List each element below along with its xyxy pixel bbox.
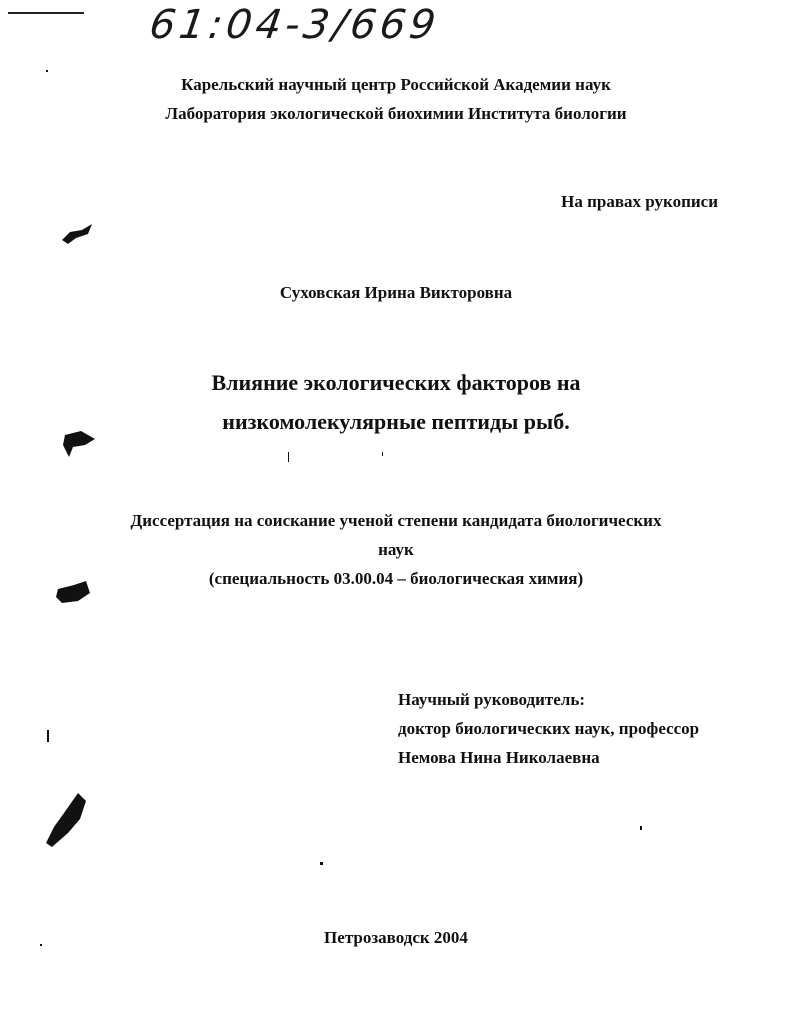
scan-speck [46,70,48,72]
ink-blot-2 [55,425,105,465]
scan-speck [288,452,289,462]
dissertation-line-1: Диссертация на соискание ученой степени кандидата биологических [130,511,662,530]
scan-speck [320,862,323,865]
supervisor-label: Научный руководитель: [398,690,585,709]
supervisor-name: Немова Нина Николаевна [398,748,600,767]
manuscript-note: На правах рукописи [561,192,718,211]
ink-blot-4 [38,785,98,855]
archive-number: 61:04-3/669 [146,2,443,48]
place-year: Петрозаводск 2004 [324,928,468,947]
scan-speck [382,452,383,456]
dissertation-line-3: (специальность 03.00.04 – биологическая химия) [208,569,584,588]
ink-blot-1 [40,210,100,250]
scan-speck [640,826,642,830]
stamp-line [8,0,84,14]
organization-line-1: Карельский научный центр Российской Академии наук [181,75,611,94]
ink-blot-3 [40,575,100,615]
dissertation-line-2: наук [378,540,414,559]
supervisor-degree: доктор биологических наук, профессор [398,719,700,738]
scan-speck [47,730,49,742]
thesis-title-line-2: низкомолекулярные пептиды рыб. [222,409,570,434]
scan-speck [40,944,42,946]
author-name: Суховская Ирина Викторовна [279,283,513,302]
thesis-title-line-1: Влияние экологических факторов на [211,370,581,395]
organization-line-2: Лаборатория экологической биохимии Института биологии [165,104,627,123]
